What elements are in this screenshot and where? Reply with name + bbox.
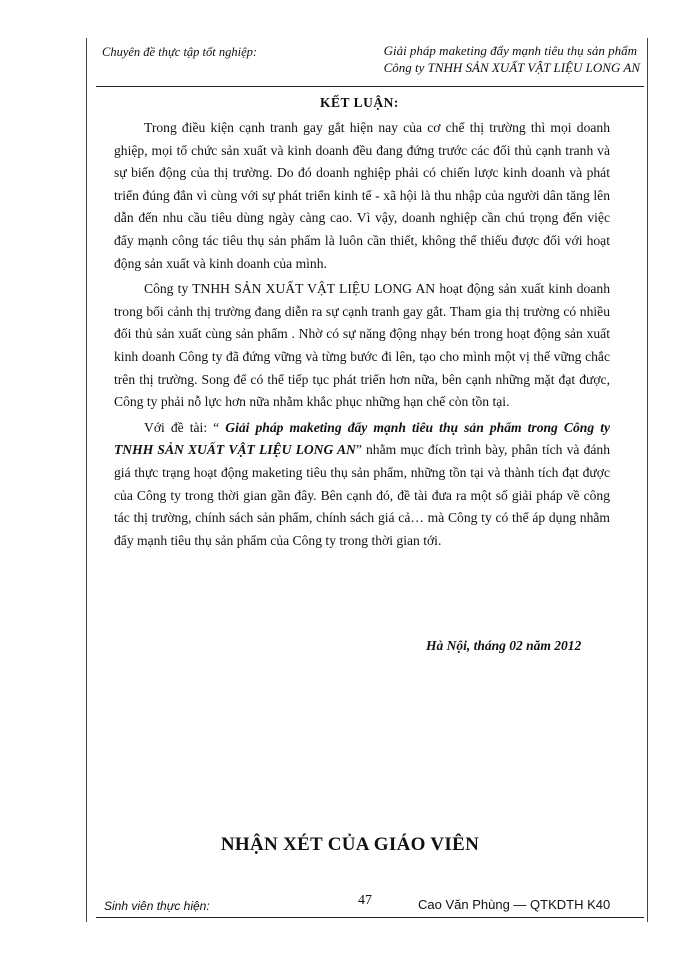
thesis-title-emphasis: Giải pháp maketing đẩy mạnh tiêu thụ sản phẩm trong Công ty TNHH SẢN XUẤT VẬT LIỆU LONG AN xyxy=(114,419,611,458)
paragraph-3-rest: ” nhằm mục đích trình bày, phân tích và đánh giá thực trạng hoạt động maketing tiêu thụ sản phẩm, những tồn tại và thành tích đạt được của Công ty trong thời gian gần đây. Bên cạnh đó, đề tài đưa ra một số giải pháp về công tác thị trường, chính sách sản phẩm, chính sách giá cả… mà Công ty có thể áp dụng nhằm đẩy mạnh tiêu thụ sản phẩm của Công ty trong thời gian tới. xyxy=(114,442,610,548)
page-number: 47 xyxy=(358,893,372,908)
footer-student-name: Cao Văn Phùng — QTKDTH K40 xyxy=(418,897,611,912)
header-rule xyxy=(96,86,644,87)
signature-date: Hà Nội, tháng 02 năm 2012 xyxy=(426,638,582,653)
page-footer xyxy=(96,893,644,918)
header-thesis-label: Chuyên đề thực tập tốt nghiệp: xyxy=(102,45,258,59)
conclusion-paragraph-1: Trong điều kiện cạnh tranh gay gắt hiện nay của cơ chế thị trường thì mọi doanh ghiệp, mọi tổ chức sản xuất và kinh doanh đều đang đứng trước các đối thủ cạnh tranh và sự biến động của thị trường. Do đó doanh nghiệp phải có chiến lược kinh doanh và phát triển đúng đắn vì cùng với sự phát triển kinh tế - xã hội là thu nhập của người dân tăng lên dẫn đến nhu cầu tiêu dùng ngày càng cao. Vì vậy, doanh nghiệp cần chú trọng đến việc đẩy mạnh công tác tiêu thụ sản phẩm là luôn cần thiết, không thể thiếu được đối với hoạt động sản xuất và kinh doanh của mình. xyxy=(114,120,610,271)
conclusion-heading: KẾT LUẬN: xyxy=(320,95,399,110)
header-title-line1: Giải pháp maketing đẩy mạnh tiêu thụ sản phẩm xyxy=(383,43,638,58)
conclusion-paragraph-3 xyxy=(114,417,610,553)
page-header xyxy=(102,40,642,86)
paragraph-3-prefix: Với đề tài: “ xyxy=(144,419,226,435)
footer-student-label: Sinh viên thực hiện: xyxy=(104,899,210,913)
conclusion-paragraph-2: Công ty TNHH SẢN XUẤT VẬT LIỆU LONG AN hoạt động sản xuất kinh doanh trong bối cảnh thị trường đang diễn ra sự cạnh tranh gay gắt. Tham gia thị trường có nhiều đối thủ sản xuất cùng sản phẩm . Nhờ có sự năng động nhạy bén trong hoạt động sản xuất kinh doanh Công ty đã đứng vững và từng bước đi lên, tạo cho mình một vị thế vững chắc trên thị trường. Song để có thể tiếp tục phát triển hơn nữa, bên cạnh những mặt đạt được, Công ty phải nỗ lực hơn nữa nhằm khắc phục những hạn chế còn tồn tại. xyxy=(114,281,610,410)
header-thesis-title xyxy=(384,42,640,76)
teacher-review-heading: NHẬN XÉT CỦA GIÁO VIÊN xyxy=(220,834,480,855)
conclusion-body xyxy=(114,117,610,555)
header-title-line2: Công ty TNHH SẢN XUẤT VẬT LIỆU LONG AN xyxy=(383,60,640,75)
